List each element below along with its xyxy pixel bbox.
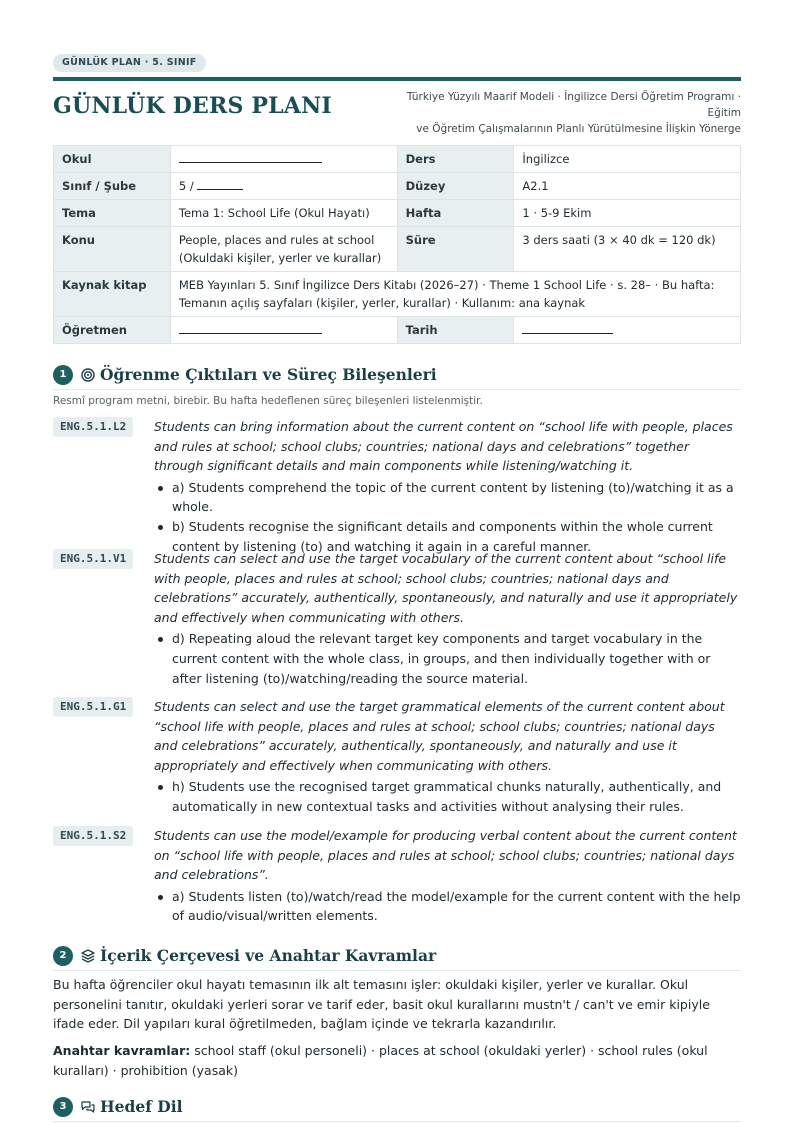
lesson-info-table — [53, 145, 741, 344]
section-1-note: Resmî program metni, birebir. Bu hafta hedeflenen süreç bileşenleri listelenmiştir. — [53, 395, 483, 407]
section-3-number: 3 — [53, 1097, 73, 1117]
section-2-number: 2 — [53, 946, 73, 966]
duzey-label: Düzey — [397, 173, 514, 200]
sure-value: 3 ders saati (3 × 40 dk = 120 dk) — [514, 227, 741, 272]
doc-type-badge: GÜNLÜK PLAN · 5. SINIF — [53, 54, 206, 72]
outcome-item — [53, 697, 741, 817]
outcome-code: ENG.5.1.G1 — [53, 697, 133, 717]
tema-label: Tema — [54, 200, 171, 227]
outcome-statement: Students can select and use the target vocabulary of the current content about “school life with people, places and rules at school; school clubs; countries; national days and celebrations” accurately, authentically, spontaneously, and naturally and use it appropriately and effectively when communicating with others. — [154, 551, 738, 625]
outcome-component: d) Repeating aloud the relevant target key components and target vocabulary in the current content with the whole class, in groups, and then individually together with or after listening (to)/watching/reading the source material. — [154, 629, 741, 688]
info-row-kaynak — [54, 272, 741, 317]
outcome-statement: Students can use the model/example for producing verbal content about the current content on “school life with people, places and rules at school; school clubs; countries; national days and celebrations”. — [154, 828, 737, 883]
outcome-code: ENG.5.1.L2 — [53, 417, 133, 437]
info-row-okul — [54, 146, 741, 173]
konu-value-line-1: People, places and rules at school — [178, 233, 375, 247]
hafta-value: 1 · 5-9 Ekim — [514, 200, 741, 227]
ders-value: İngilizce — [514, 146, 741, 173]
info-row-tema — [54, 200, 741, 227]
section-3-header — [53, 1096, 741, 1122]
outcome-component: b) Students recognise the significant details and components within the whole current content by listening (to) and watching it again in a careful manner. — [154, 517, 741, 556]
outcome-item — [53, 826, 741, 926]
okul-blank-line — [179, 150, 322, 163]
section-1-header — [53, 364, 741, 390]
key-concepts-label: Anahtar kavramlar: — [53, 1043, 191, 1058]
outcome-item — [53, 417, 741, 556]
tarih-blank-line — [522, 321, 613, 334]
layers-icon — [80, 948, 96, 964]
konu-value — [170, 227, 397, 272]
sinif-value: 5 / — [178, 179, 194, 193]
outcome-components — [154, 478, 741, 556]
header-note-line-1: Türkiye Yüzyılı Maarif Modeli · İngilizce Dersi Öğretim Programı · Eğitim — [406, 91, 741, 119]
sube-blank-line — [197, 177, 243, 190]
outcome-component: a) Students listen (to)/watch/read the model/example for the current content with the help of audio/visual/written elements. — [154, 887, 741, 926]
section-3-title: Hedef Dil — [100, 1097, 183, 1116]
outcome-components — [154, 777, 741, 816]
outcome-statement: Students can bring information about the current content on “school life with people, places and rules at school; school clubs; countries; national days and celebrations” together through significant details and main components while listening/watching it. — [154, 419, 733, 474]
header-note-line-2: ve Öğretim Çalışmalarının Planlı Yürütülmesine İlişkin Yönerge — [416, 123, 741, 135]
info-row-sinif — [54, 173, 741, 200]
chat-bubbles-icon — [80, 1099, 96, 1115]
tarih-label: Tarih — [397, 317, 514, 344]
duzey-value: A2.1 — [514, 173, 741, 200]
key-concepts — [53, 1041, 741, 1080]
key-concepts-text: school staff (okul personeli) · places at school (okuldaki yerler) · school rules (okul kuralları) · prohibition (yasak) — [53, 1043, 708, 1078]
section-1-title: Öğrenme Çıktıları ve Süreç Bileşenleri — [100, 365, 437, 384]
outcome-item — [53, 549, 741, 688]
outcome-component: a) Students comprehend the topic of the current content by listening (to)/watching it as a whole. — [154, 478, 741, 517]
hafta-label: Hafta — [397, 200, 514, 227]
target-icon — [80, 367, 96, 383]
kaynak-value: MEB Yayınları 5. Sınıf İngilizce Ders Kitabı (2026–27) · Theme 1 School Life · s. 28– · Bu hafta: Temanın açılış sayfaları (kişiler, yerler, kurallar) · Kullanım: ana kaynak — [170, 272, 740, 317]
outcome-code: ENG.5.1.S2 — [53, 826, 133, 846]
section-1-number: 1 — [53, 365, 73, 385]
outcome-components — [154, 887, 741, 926]
sinif-field[interactable] — [170, 173, 397, 200]
ders-label: Ders — [397, 146, 514, 173]
page-title: GÜNLÜK DERS PLANI — [53, 93, 332, 119]
konu-value-line-2: (Okuldaki kişiler, yerler ve kurallar) — [178, 251, 382, 265]
outcome-statement: Students can select and use the target grammatical elements of the current content about “school life with people, places and rules at school; school clubs; countries; national days and celebrations” accurately, authentically, spontaneously, and naturally and use it appropriately and effectively when communicating with others. — [154, 699, 725, 773]
sure-label: Süre — [397, 227, 514, 272]
okul-field[interactable] — [170, 146, 397, 173]
info-row-ogretmen — [54, 317, 741, 344]
section-2-title: İçerik Çerçevesi ve Anahtar Kavramlar — [100, 946, 437, 965]
ogretmen-blank-line — [179, 321, 322, 334]
section-2-header — [53, 945, 741, 971]
tarih-field[interactable] — [514, 317, 741, 344]
kaynak-label: Kaynak kitap — [54, 272, 171, 317]
outcome-code: ENG.5.1.V1 — [53, 549, 133, 569]
okul-label: Okul — [54, 146, 171, 173]
header-reference-note — [379, 89, 741, 137]
sinif-label: Sınıf / Şube — [54, 173, 171, 200]
outcome-components — [154, 629, 741, 688]
header-rule — [53, 77, 741, 81]
konu-label: Konu — [54, 227, 171, 272]
ogretmen-field[interactable] — [170, 317, 397, 344]
ogretmen-label: Öğretmen — [54, 317, 171, 344]
content-framework-text: Bu hafta öğrenciler okul hayatı temasının ilk alt temasını işler: okuldaki kişiler, yerler ve kurallar. Okul personelini tanıtır, okuldaki yerleri sorar ve tarif eder, basit okul kurallarını mustn't / can't ve emir kipiyle ifade eder. Dil yapıları kural öğretilmeden, bağlam içinde ve tekrarla kazandırılır. — [53, 977, 710, 1032]
outcome-component: h) Students use the recognised target grammatical chunks naturally, authentically, and automatically in new contextual tasks and activities without analysing their rules. — [154, 777, 741, 816]
tema-value: Tema 1: School Life (Okul Hayatı) — [170, 200, 397, 227]
info-row-konu — [54, 227, 741, 272]
